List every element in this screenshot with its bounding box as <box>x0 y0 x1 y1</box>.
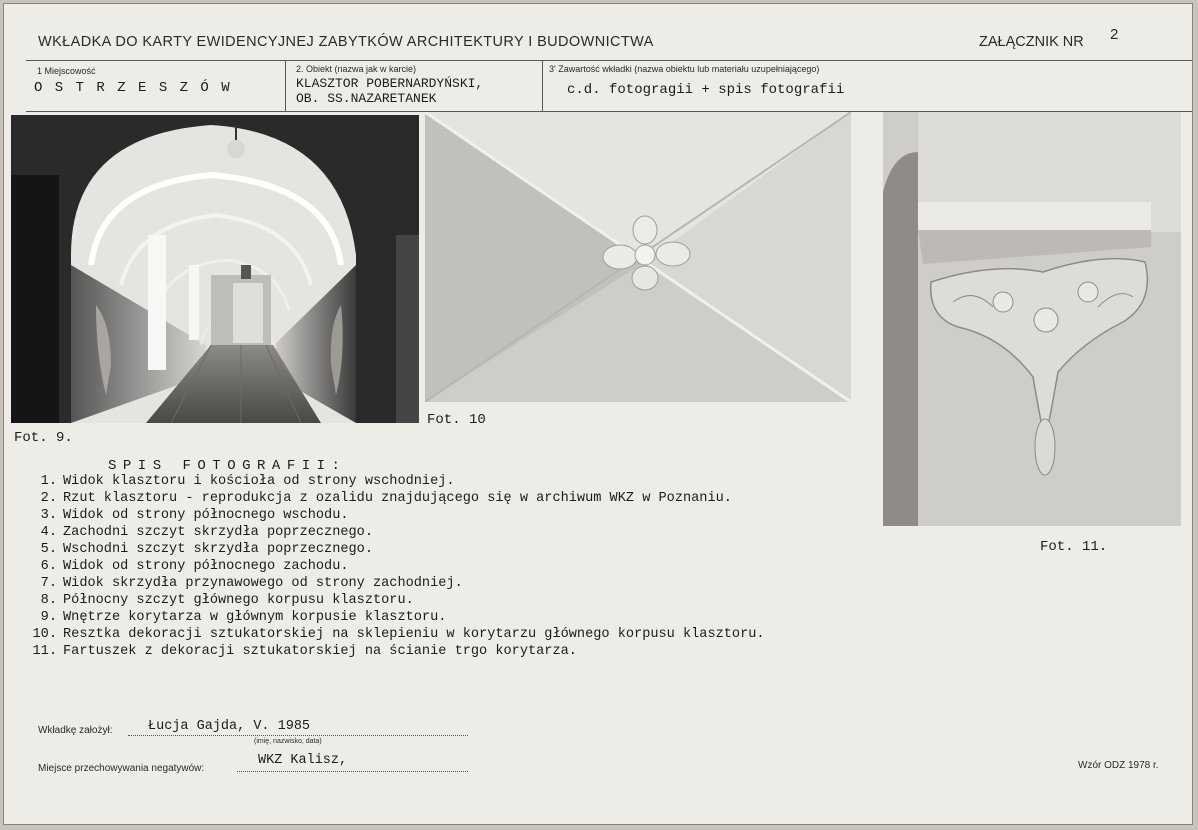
storage-label: Miejsce przechowywania negatywów: <box>38 763 205 774</box>
list-item: 4. Zachodni szczyt skrzydła poprzecznego. <box>40 525 373 540</box>
field-divider-1 <box>285 60 286 112</box>
object-value-line1: KLASZTOR POBERNARDYŃSKI, <box>296 76 484 91</box>
list-item: 3. Widok od strony północnego wschodu. <box>40 508 349 523</box>
storage-value: WKZ Kalisz, <box>258 753 348 768</box>
inventory-card <box>3 3 1193 825</box>
object-label: 2. Obiekt (nazwa jak w karcie) <box>296 64 417 74</box>
header-rule <box>26 60 1193 61</box>
list-item: 8. Północny szczyt głównego korpusu klasztoru. <box>40 593 414 608</box>
list-item: 11. Fartuszek z dekoracji sztukatorskiej na ścianie trgo korytarza. <box>32 644 577 659</box>
author-value: Łucja Gajda, V. 1985 <box>148 719 311 734</box>
locality-value: O S T R Z E S Z Ó W <box>34 80 232 96</box>
list-item: 9. Wnętrze korytarza w głównym korpusie klasztoru. <box>40 610 447 625</box>
contents-value: c.d. fotogragii + spis fotografii <box>567 82 845 98</box>
list-item: 2. Rzut klasztoru - reprodukcja z ozalidu znajdującego się w archiwum WKZ w Poznaniu. <box>40 491 732 506</box>
photo-9-corridor <box>11 115 419 423</box>
locality-label: 1 Miejscowość <box>37 66 96 76</box>
caption-fot-11: Fot. 11. <box>1040 539 1108 555</box>
object-value-line2: OB. SS.NAZARETANEK <box>296 91 437 106</box>
annex-number: 2 <box>1110 26 1119 43</box>
stucco-apron-image <box>883 112 1181 526</box>
list-item: 10. Resztka dekoracji sztukatorskiej na sklepieniu w korytarzu głównego korpusu klasztoru. <box>32 627 765 642</box>
corridor-image <box>11 115 419 423</box>
author-label: Wkładkę założył: <box>38 725 113 736</box>
author-hint: (imię, nazwisko, data) <box>254 738 322 745</box>
photo-list-title: SPIS FOTOGRAFII: <box>108 458 347 474</box>
field-divider-2 <box>542 60 543 112</box>
list-item: 1. Widok klasztoru i kościoła od strony wschodniej. <box>40 474 455 489</box>
caption-fot-10: Fot. 10 <box>427 412 486 428</box>
storage-line <box>237 771 468 772</box>
form-reference: Wzór ODZ 1978 r. <box>1078 760 1159 771</box>
contents-label: 3' Zawartość wkładki (nazwa obiektu lub materiału uzupełniającego) <box>549 64 820 74</box>
vault-rosette-image <box>425 112 851 402</box>
caption-fot-9: Fot. 9. <box>14 430 73 446</box>
photo-11-stucco-apron <box>883 112 1181 526</box>
list-item: 6. Widok od strony północnego zachodu. <box>40 559 349 574</box>
list-item: 5. Wschodni szczyt skrzydła poprzecznego. <box>40 542 373 557</box>
annex-label: ZAŁĄCZNIK NR <box>979 34 1084 50</box>
card-title: WKŁADKA DO KARTY EWIDENCYJNEJ ZABYTKÓW ARCHITEKTURY I BUDOWNICTWA <box>38 34 654 50</box>
author-line <box>128 735 468 736</box>
photo-10-vault-rosette <box>425 112 851 402</box>
list-item: 7. Widok skrzydła przynawowego od strony zachodniej. <box>40 576 463 591</box>
